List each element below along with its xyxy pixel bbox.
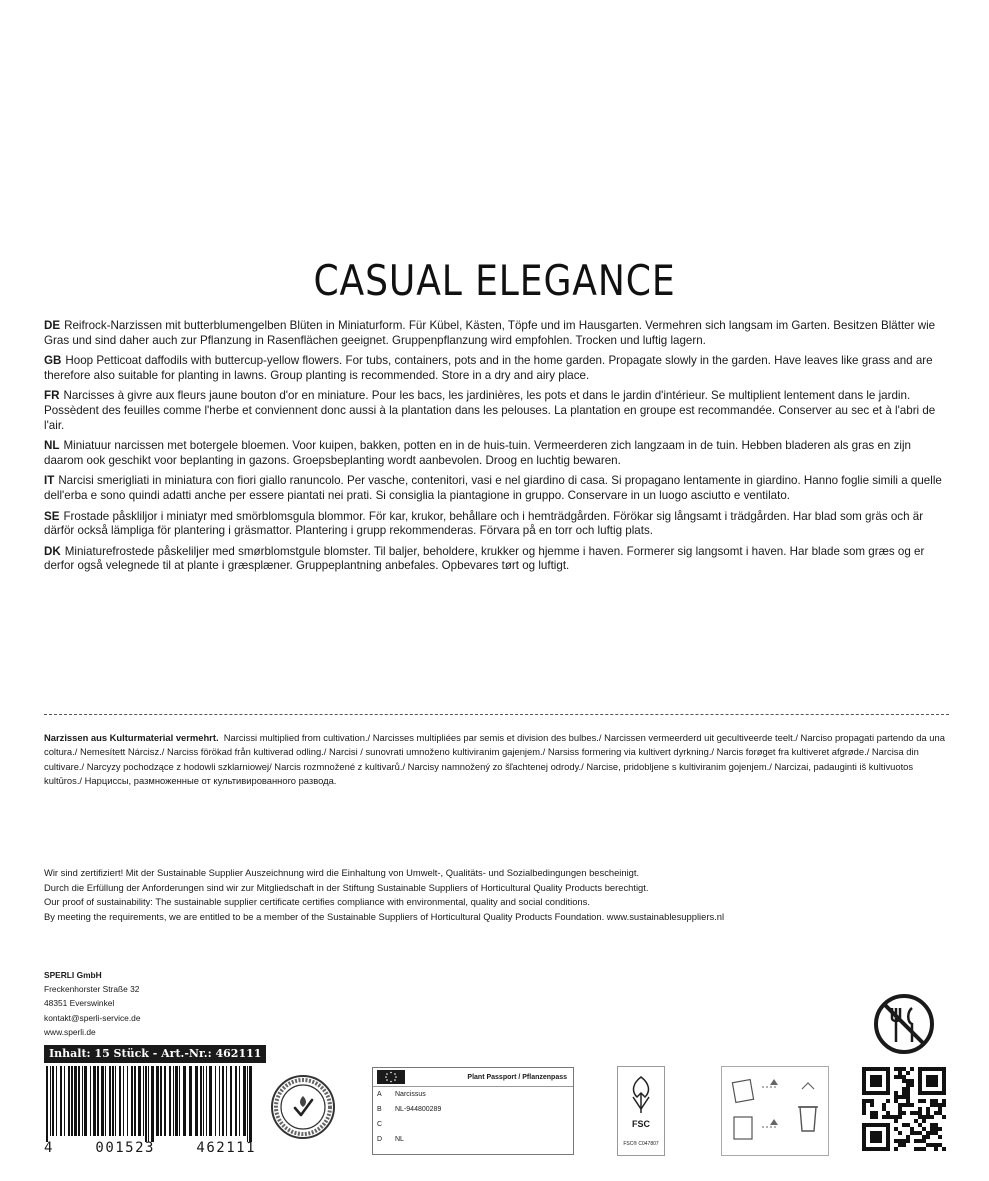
barcode-bar <box>164 1066 166 1136</box>
barcode-bar <box>60 1066 62 1136</box>
description-text: Miniatuur narcissen met botergele bloemen. Voor kuipen, bakken, potten en in de huis-tuin. Vermeerderen zich langzaam in de tuin. Hebben bladeren als gras en zijn daarom ook geschikt voor beplanting in gazons. Groepsbeplanting wordt aanbevolen. Droog en luchtig bewaren. <box>44 439 911 467</box>
certification-line: Wir sind zertifiziert! Mit der Sustainable Supplier Auszeichnung wird die Einhaltung von Umwelt-, Qualitäts- und Sozialbedingungen bescheinigt. <box>44 867 640 878</box>
sustainable-supplier-seal-icon <box>270 1074 336 1140</box>
description-de <box>44 319 949 348</box>
barcode-bar <box>78 1066 80 1136</box>
barcode-bar <box>226 1066 227 1136</box>
barcode-bar <box>119 1066 121 1136</box>
barcode-bar <box>68 1066 70 1136</box>
description-text: Frostade påskliljor i miniatyr med smörblomsgula blommor. För kar, krukor, behållare och i hemträdgården. Förökar sig långsamt i trädgården. Har blad som gräs och är därför också lämpliga för plantering i gräsmattor. Plantering i grupp rekommenderas. Förvara på en torr och luftig plats. <box>44 509 924 538</box>
language-code: DK <box>44 544 61 558</box>
barcode-bar <box>134 1066 136 1136</box>
description-text: Narcisses à givre aux fleurs jaune bouton d'or en miniature. Pour les bacs, les jardinières, les pots et dans le jardin d'intérieur. Se multiplient lentement dans le jardin. Possèdent des feuilles comme l'herbe et conviennent donc aussi à la plantation dans les pelouses. La plantation en groupe est recommandée. Conserver au sec et à l'abri de l'air. <box>44 389 936 432</box>
language-code: DE <box>44 319 61 332</box>
barcode-bar <box>209 1066 212 1136</box>
barcode-bar <box>71 1066 73 1136</box>
eu-flag-icon <box>377 1070 405 1084</box>
language-code: FR <box>44 389 60 403</box>
plant-passport-row: D NL <box>377 1136 404 1143</box>
barcode-bars <box>44 1066 254 1142</box>
barcode-bar <box>249 1066 252 1142</box>
dashed-divider <box>44 714 949 715</box>
barcode-bar <box>235 1066 237 1136</box>
origin-lead: Narzissen aus Kulturmaterial vermehrt. <box>44 732 219 743</box>
barcode-bar <box>127 1066 128 1136</box>
barcode-bar <box>151 1066 154 1142</box>
description-fr <box>44 389 949 433</box>
company-email: kontakt@sperli-service.de <box>44 1012 141 1023</box>
barcode-bar <box>90 1066 91 1136</box>
barcode-bar <box>112 1066 114 1136</box>
barcode-bar <box>206 1066 207 1136</box>
barcode-bar <box>52 1066 54 1136</box>
description-it <box>44 474 949 503</box>
language-code: IT <box>44 474 55 488</box>
barcode-bar <box>160 1066 162 1136</box>
plant-passport <box>372 1067 574 1155</box>
description-text: Narcisi smerigliati in miniatura con fiori giallo ranuncolo. Per vasche, contenitori, vasi e nel giardino di casa. Si propagano lentamente in giardino. Hanno foglie simili a quelle dell'erba e sono quindi adatti anche per essere piantati nei prati. Si consiglia la piantagione in gruppo. Conservare in un luogo asciutto e ventilato. <box>44 474 942 502</box>
fsc-code: FSC® C047807 <box>623 1141 659 1147</box>
certification-note <box>44 866 949 924</box>
description-nl <box>44 439 949 468</box>
barcode-bar <box>169 1066 171 1136</box>
barcode-bar <box>131 1066 133 1136</box>
barcode-bar <box>148 1066 149 1142</box>
barcode-bar <box>109 1066 111 1136</box>
description-dk <box>44 545 949 574</box>
barcode-bar <box>138 1066 141 1136</box>
barcode-bar <box>143 1066 144 1136</box>
company-name: SPERLI GmbH <box>44 970 102 980</box>
barcode-bar <box>123 1066 124 1136</box>
ean-right-group: 462111 <box>196 1140 256 1156</box>
company-address <box>44 968 140 1039</box>
barcode-bar <box>105 1066 106 1136</box>
origin-text: Narcissi multiplied from cultivation./ Narcisses multipliées par semis et division des bulbes./ Narcissen vermeerderd uit gecultiveerde teelt./ Narciso propagati partendo da una coltura./ Nemesített Nárcisz./ Narciss förökad från kultiverad odling./ Narcisi / sunovrati umnoženo kultiviranim gajenjem./ Narsiss formering via kultivert dyrkning./ Narcis forøget fra kultiveret afgrøde./ Narcisa din cultivare./ Narcyzy pochodzące z hodowli szklarniowej/ Narcis rozmnožené z kultivarů./ Narcisy namnožený zo šľachtenej odrody./ Narcise, pridobljene s kultiviranim gojenjem./ Narcizai, padauginti iš kultivuotos kultūros./ Нарциссы, размноженные от культивированного разводa. <box>44 732 945 787</box>
recycling-pictogram-icon <box>721 1066 829 1156</box>
company-web: www.sperli.de <box>44 1026 96 1037</box>
company-street: Freckenhorster Straße 32 <box>44 984 140 995</box>
barcode-bar <box>101 1066 104 1136</box>
barcode-bar <box>200 1066 202 1136</box>
barcode-bar <box>97 1066 99 1136</box>
barcode-bar <box>230 1066 232 1136</box>
barcode-bar <box>50 1066 51 1136</box>
plant-passport-title: Plant Passport / Pflanzenpass <box>467 1073 567 1081</box>
description-se <box>44 510 949 539</box>
barcode-bar <box>247 1066 248 1142</box>
barcode-bar <box>156 1066 159 1136</box>
language-code: GB <box>44 354 62 368</box>
barcode-bar <box>74 1066 77 1136</box>
description-text: Reifrock-Narzissen mit butterblumengelben Blüten in Miniaturform. Für Kübel, Kästen, Töpfe und im Hausgarten. Vermehren sich langsam im Garten. Besitzen Blätter wie Gras und sind daher auch zur Pflanzung in Rasenflächen geeignet. Gruppenpflanzung wird empfohlen. Trocken und luftig lagern. <box>44 319 936 347</box>
plant-passport-row: A Narcissus <box>377 1091 426 1098</box>
certification-line: By meeting the requirements, we are entitled to be a member of the Sustainable Suppliers of Horticultural Quality Products Foundation. www.sustainablesuppliers.nl <box>44 910 725 922</box>
barcode-bar <box>115 1066 116 1136</box>
barcode-bar <box>82 1066 83 1136</box>
language-code: SE <box>44 509 60 523</box>
barcode <box>44 1066 254 1142</box>
barcode-bar <box>175 1066 178 1136</box>
product-title: CASUAL ELEGANCE <box>313 256 676 306</box>
content-article-badge: Inhalt: 15 Stück - Art.-Nr.: 462111 <box>44 1045 266 1063</box>
company-city: 48351 Everswinkel <box>44 998 115 1009</box>
barcode-bar <box>203 1066 204 1136</box>
barcode-bar <box>239 1066 240 1136</box>
fsc-logo-icon <box>617 1066 665 1156</box>
barcode-bar <box>173 1066 174 1136</box>
barcode-bar <box>183 1066 186 1136</box>
barcode-bar <box>46 1066 48 1142</box>
barcode-bar <box>243 1066 246 1136</box>
ean-first-digit: 4 <box>44 1140 54 1156</box>
origin-note <box>44 731 949 789</box>
qr-code-icon <box>862 1067 946 1151</box>
barcode-bar <box>189 1066 192 1136</box>
ean-left-group: 001523 <box>95 1140 155 1156</box>
certification-line: Durch die Erfüllung der Anforderungen sind wir zur Mitgliedschaft in der Stiftung Sustainable Suppliers of Horticultural Quality Products berechtigt. <box>44 881 649 893</box>
barcode-bar <box>219 1066 220 1136</box>
language-code: NL <box>44 439 60 453</box>
barcode-bar <box>195 1066 198 1136</box>
barcode-bar <box>222 1066 224 1136</box>
barcode-bar <box>56 1066 57 1136</box>
plant-passport-row: B NL-944800289 <box>377 1106 442 1113</box>
fsc-label: FSC <box>632 1119 650 1129</box>
barcode-bar <box>93 1066 96 1136</box>
barcode-bar <box>145 1066 147 1142</box>
description-text: Hoop Petticoat daffodils with buttercup-yellow flowers. For tubs, containers, pots and in the home garden. Propagate slowly in the garden. Have leaves like grass and are therefore also suitable for planting in lawns. Group planting is recommended. Store in a dry and airy place. <box>44 354 933 382</box>
barcode-bar <box>64 1066 65 1136</box>
certification-line: Our proof of sustainability: The sustainable supplier certificate certifies compliance with environmental, quality and social conditions. <box>44 896 590 908</box>
description-gb <box>44 354 949 383</box>
description-text: Miniaturefrostede påskeliljer med smørblomstgule blomster. Til baljer, beholdere, krukker og hjemme i haven. Formerer sig langsomt i haven. Har blade som græs og er derfor også velegnede til at plante i græsplæner. Gruppeplantning anbefales. Opbevares tørt og luftigt. <box>44 544 925 573</box>
no-food-icon <box>872 992 936 1056</box>
ean-number <box>44 1140 256 1156</box>
barcode-bar <box>179 1066 180 1136</box>
barcode-bar <box>215 1066 216 1136</box>
plant-passport-row: C <box>377 1121 383 1128</box>
description-block <box>44 319 949 580</box>
barcode-bar <box>84 1066 87 1136</box>
